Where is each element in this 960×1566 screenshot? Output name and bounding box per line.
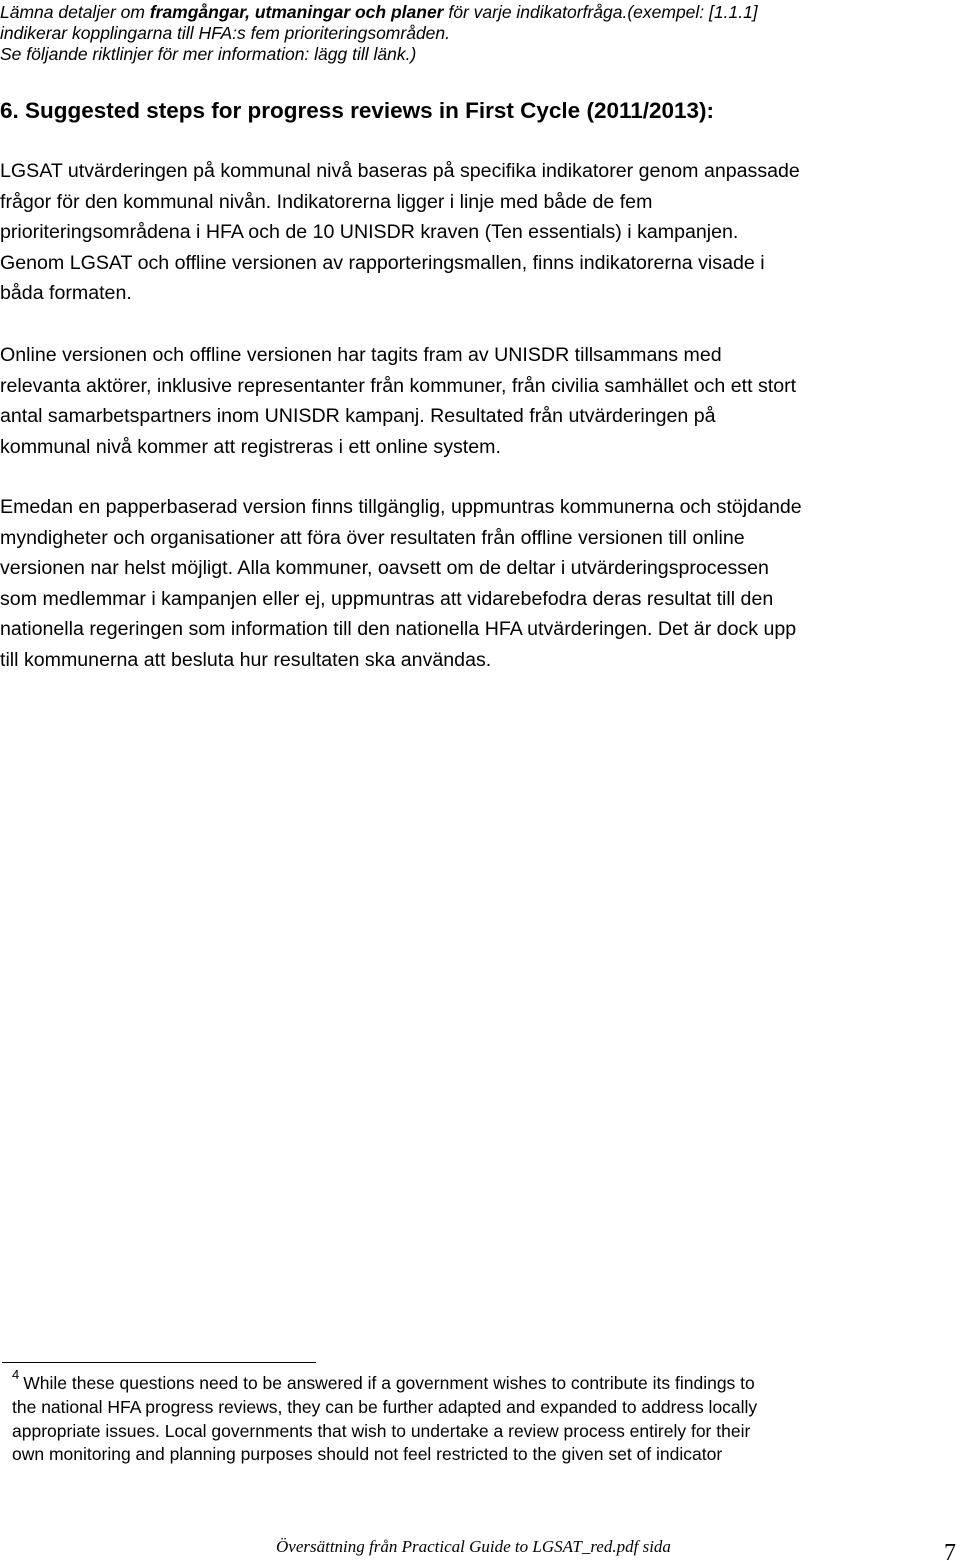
paragraph-line: frågor för den kommunal nivån. Indikatorerna ligger i linje med både de fem: [0, 190, 653, 213]
paragraph-1: [0, 156, 956, 309]
paragraph-line: LGSAT utvärderingen på kommunal nivå baseras på specifika indikatorer genom anpassade: [0, 160, 800, 182]
footnote-line: own monitoring and planning purposes should not feel restricted to the given set of indicator: [12, 1443, 723, 1464]
paragraph-line: prioriteringsområdena i HFA och de 10 UNISDR kraven (Ten essentials) i kampanjen.: [0, 221, 739, 244]
intro-line-3: Se följande riktlinjer för mer information: lägg till länk.): [0, 44, 417, 64]
footnote-line: appropriate issues. Local governments that wish to undertake a review process entirely for their: [12, 1420, 751, 1441]
footnote-line: [12, 1367, 942, 1396]
footnote-divider: [2, 1362, 316, 1363]
intro-line-2: indikerar kopplingarna till HFA:s fem prioriteringsområden.: [0, 23, 451, 43]
footnote-line-1-text: While these questions need to be answered if a government wishes to contribute its findings to: [23, 1373, 755, 1393]
paragraph-line: båda formaten.: [0, 282, 132, 305]
paragraph-line: nationella regeringen som information till den nationella HFA utvärderingen. Det är dock upp: [0, 618, 797, 641]
paragraph-line: Genom LGSAT och offline versionen av rapporteringsmallen, finns indikatorerna visade i: [0, 251, 765, 274]
intro-instructions: [0, 2, 950, 65]
footnote-line: the national HFA progress reviews, they can be further adapted and expanded to address locally: [12, 1397, 758, 1418]
footnote-marker: 4: [12, 1367, 20, 1382]
paragraph-line: versionen nar helst möjligt. Alla kommuner, oavsett om de deltar i utvärderingsprocessen: [0, 557, 769, 580]
page-footer-text: Översättning från Practical Guide to LGSAT_red.pdf sida: [276, 1537, 671, 1556]
paragraph-line: Online versionen och offline versionen har tagits fram av UNISDR tillsammans med: [0, 344, 722, 366]
intro-line-1-suffix: för varje indikatorfråga.(exempel: [1.1.1]: [443, 2, 758, 22]
paragraph-line: myndigheter och organisationer att föra över resultaten från offline versionen till online: [0, 526, 745, 549]
paragraph-2: [0, 340, 956, 462]
intro-line-1-emphasis: framgångar, utmaningar och planer: [149, 2, 444, 22]
page-number: 7: [944, 1540, 956, 1566]
section-heading: 6. Suggested steps for progress reviews in First Cycle (2011/2013):: [0, 98, 715, 123]
paragraph-line: relevanta aktörer, inklusive representanter från kommuner, från civilia samhället och ett stort: [0, 374, 797, 397]
paragraph-line: till kommunerna att besluta hur resultaten ska användas.: [0, 648, 492, 671]
paragraph-3: [0, 492, 956, 676]
paragraph-line: Emedan en papperbaserad version finns tillgänglig, uppmuntras kommunerna och stöjdande: [0, 496, 802, 518]
paragraph-line: antal samarbetspartners inom UNISDR kampanj. Resultated från utvärderingen på: [0, 405, 716, 428]
footnote: [12, 1367, 942, 1466]
paragraph-line: som medlemmar i kampanjen eller ej, uppmuntras att vidarebefodra deras resultat till den: [0, 587, 774, 610]
paragraph-line: kommunal nivå kommer att registreras i ett online system.: [0, 435, 501, 458]
intro-line-1: [0, 2, 950, 23]
intro-line-1-prefix: Lämna detaljer om: [0, 2, 150, 22]
